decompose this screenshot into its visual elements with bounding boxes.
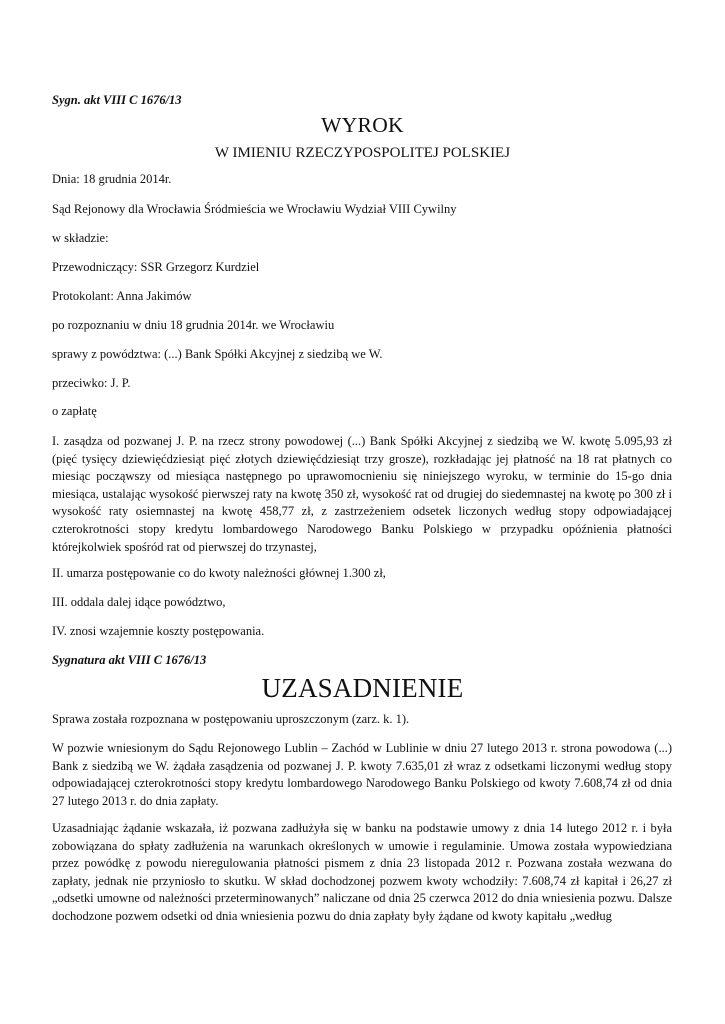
justification-case-number: Sygnatura akt VIII C 1676/13	[52, 653, 207, 667]
plaintiff-info: sprawy z powództwa: (...) Bank Spółki Akcyjnej z siedzibą we W.	[52, 347, 383, 361]
justification-paragraph-3: Uzasadniając żądanie wskazała, iż pozwana zadłużyła się w banku na podstawie umowy z dnia 14 lutego 2012 r. i była zobowiązana do spłaty zadłużenia na warunkach określonych w umowie i regulaminie. Umowa została wypowiedziana przez powódkę z powodu nieregulowania płatności pismem z dnia 23 listopada 2012 r. Pozwana została wezwana do zapłaty, jednak nie przyniosło to skutku. W skład dochodzonej pozwem kwoty wchodziły: 7.608,74 zł kapitał i 26,27 zł „odsetki umowne od należności przeterminowanych” naliczane od dnia 25 czerwca 2012 do dnia wniesienia pozwu. Dalsze dochodzone pozwem odsetki od dnia wniesienia pozwu do dnia zapłaty były żądane od kwoty kapitału „według	[52, 821, 672, 923]
court-name: Sąd Rejonowy dla Wrocławia Śródmieścia we Wrocławiu Wydział VIII Cywilny	[52, 202, 457, 216]
verdict-point-3: III. oddala dalej idące powództwo,	[52, 595, 226, 609]
verdict-subtitle: W IMIENIU RZECZYPOSPOLITEJ POLSKIEJ	[214, 145, 511, 161]
justification-paragraph-1: Sprawa została rozpoznana w postępowaniu uproszczonym (zarz. k. 1).	[52, 712, 410, 726]
subject-info: o zapłatę	[52, 404, 97, 418]
hearing-info: po rozpoznaniu w dniu 18 grudnia 2014r. we Wrocławiu	[52, 318, 335, 332]
verdict-point-2: II. umarza postępowanie co do kwoty należności głównej 1.300 zł,	[52, 566, 386, 580]
presiding-judge: Przewodniczący: SSR Grzegorz Kurdziel	[52, 260, 260, 274]
composition-label: w składzie:	[52, 231, 109, 245]
verdict-title: WYROK	[321, 113, 404, 137]
defendant-info: przeciwko: J. P.	[52, 376, 131, 390]
verdict-date: Dnia: 18 grudnia 2014r.	[52, 172, 172, 186]
case-number: Sygn. akt VIII C 1676/13	[52, 93, 182, 107]
verdict-point-4: IV. znosi wzajemnie koszty postępowania.	[52, 624, 265, 638]
justification-paragraph-2: W pozwie wniesionym do Sądu Rejonowego Lublin – Zachód w Lublinie w dniu 27 lutego 2013 r. strona powodowa (...) Bank z siedzibą we W. żądała zasądzenia od pozwanej J. P. kwoty 7.635,01 zł wraz z odsetkami liczonymi według stopy odpowiadającej czterokrotności stopy kredytu lombardowego Narodowego Banku Polskiego od kwoty 7.608,74 zł od dnia 27 lutego 2013 r. do dnia zapłaty.	[52, 741, 672, 808]
court-clerk: Protokolant: Anna Jakimów	[52, 289, 192, 303]
justification-title: UZASADNIENIE	[261, 673, 464, 703]
verdict-point-1: I. zasądza od pozwanej J. P. na rzecz strony powodowej (...) Bank Spółki Akcyjnej z siedzibą we W. kwotę 5.095,93 zł (pięć tysięcy dziewięćdziesiąt pięć złotych dziewięćdziesiąt trzy grosze), rozkładając jej płatność na 18 rat płatnych co miesiąc począwszy od miesiąca następnego po uprawomocnieniu się niniejszego wyroku, w terminie do 15-go dnia miesiąca, ustalając wysokość pierwszej raty na kwotę 350 zł, wysokość rat od drugiej do siedemnastej na kwotę po 300 zł i wysokość raty osiemnastej na kwotę 458,77 zł, z zastrzeżeniem odsetek liczonych według stopy odpowiadającej czterokrotności stopy kredytu lombardowego Narodowego Banku Polskiego w przypadku opóźnienia płatności którejkolwiek spośród rat od pierwszej do trzynastej,	[52, 434, 672, 554]
